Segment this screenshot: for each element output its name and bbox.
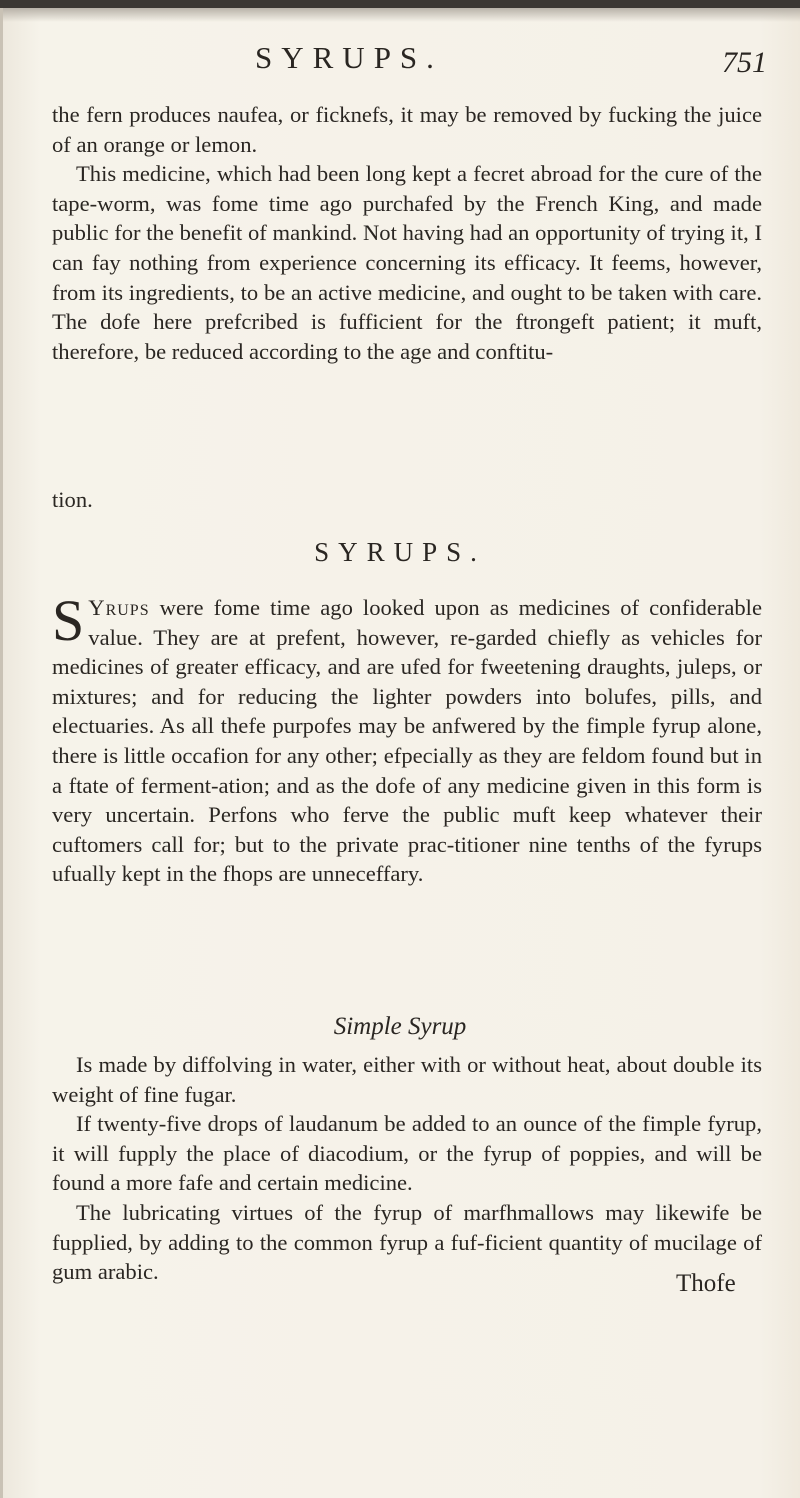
opening-text bbox=[52, 100, 762, 366]
page-number: 751 bbox=[722, 46, 767, 79]
catchword: Thofe bbox=[676, 1270, 736, 1297]
top-edge-fade bbox=[0, 8, 800, 22]
page-gutter bbox=[0, 8, 3, 1498]
paragraph-simple-syrup-method: Is made by diffolving in water, either with or without heat, about double its weight of fine fugar. bbox=[52, 1052, 762, 1107]
syrups-intro-paragraph bbox=[52, 588, 762, 889]
paragraph-laudanum: If twenty-five drops of laudanum be added to an ounce of the fimple fyrup, it will fupply the place of diacodium, or the fyrup of poppies, and will be found a more fafe and certain medicine. bbox=[52, 1111, 762, 1196]
paragraph-fern: the fern produces naufea, or ficknefs, it may be removed by fucking the juice of an orange or lemon. bbox=[52, 102, 762, 157]
top-edge-shadow bbox=[0, 0, 800, 8]
drop-cap: S bbox=[52, 588, 85, 653]
paragraph-tail bbox=[52, 485, 762, 515]
paragraph-tape-worm-medicine: This medicine, which had been long kept a fecret abroad for the cure of the tape-worm, was fome time ago purchafed by the French King, and made public for the benefit of mankind. Not having had an opportunity of trying it, I can fay nothing from experience concerning its efficacy. It feems, however, from its ingredients, to be an active medicine, and ought to be taken with care. The dofe here prefcribed is fufficient for the ftrongeft patient; it muft, therefore, be reduced according to the age and conftitu- bbox=[52, 161, 762, 364]
lead-word: Yrups bbox=[88, 595, 150, 620]
section-title-syrups: SYRUPS. bbox=[314, 537, 486, 567]
simple-syrup-text bbox=[52, 1050, 762, 1287]
subheading-simple-syrup: Simple Syrup bbox=[333, 1013, 467, 1040]
paragraph-marshmallows: The lubricating virtues of the fyrup of marfhmallows may likewife be fupplied, by adding to the common fyrup a fuf-ficient quantity of mucilage of gum arabic. bbox=[52, 1199, 762, 1285]
paragraph-end-word: tion. bbox=[52, 487, 93, 512]
running-title: SYRUPS. bbox=[255, 40, 443, 75]
page-header bbox=[0, 40, 800, 90]
syrups-intro-text: were fome time ago looked upon as medicines of confiderable value. They are at prefent, however, re-garded chiefly as vehicles for medicines of greater efficacy, and are ufed for fweetening draughts, juleps, or mixtures; and for reducing the lighter powders into bolufes, pills, and electuaries. As all thefe purpofes may be anfwered by the fimple fyrup alone, there is little occafion for any other; efpecially as they are feldom found but in a ftate of ferment-ation; and as the dofe of any medicine given in this form is very uncertain. Perfons who ferve the public muft keep whatever their cuftomers call for; but to the private prac-titioner nine tenths of the fyrups ufually kept in the fhops are unneceffary. bbox=[52, 595, 762, 887]
